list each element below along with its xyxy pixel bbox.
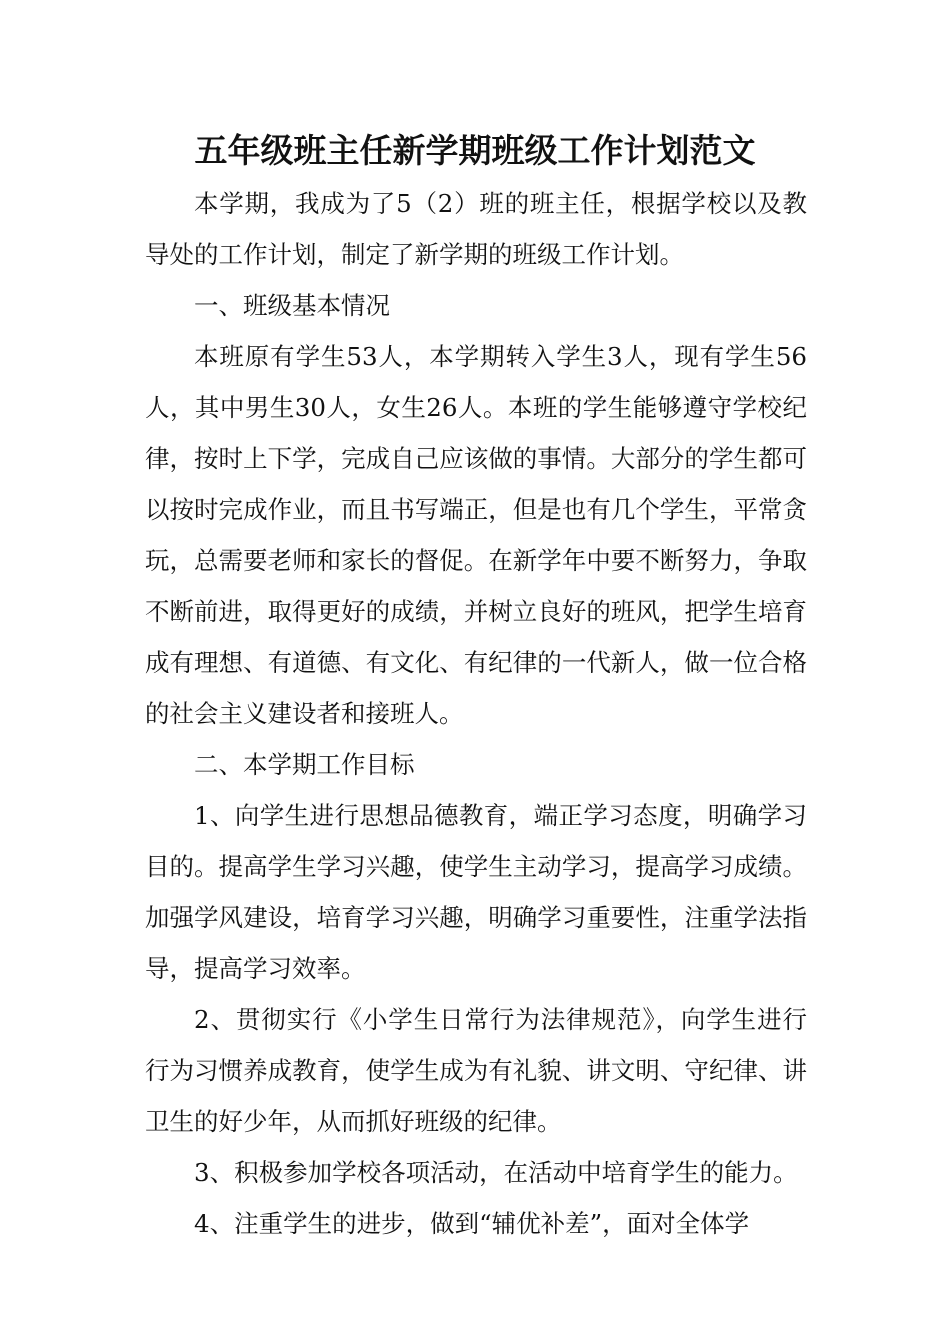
paragraph-goal-4: 4、注重学生的进步，做到“辅优补差”，面对全体学 [194,1209,750,1238]
section-heading-goals: 二、本学期工作目标 [194,750,415,779]
paragraph-goal-3: 3、积极参加学校各项活动，在活动中培育学生的能力。 [194,1158,798,1187]
document-body [145,178,807,1249]
document-title: 五年级班主任新学期班级工作计划范文 [194,131,756,170]
paragraph-intro: 本学期，我成为了5（2）班的班主任，根据学校以及教导处的工作计划，制定了新学期的班级工作计划。 [145,189,807,269]
paragraph-goal-1: 1、向学生进行思想品德教育，端正学习态度，明确学习目的。提高学生学习兴趣，使学生主动学习，提高学习成绩。加强学风建设，培育学习兴趣，明确学习重要性，注重学法指导，提高学习效率。 [145,801,807,983]
section-heading-class-situation: 一、班级基本情况 [194,291,390,320]
paragraph-goal-2: 2、贯彻实行《小学生日常行为法律规范》，向学生进行行为习惯养成教育，使学生成为有礼貌、讲文明、守纪律、讲卫生的好少年，从而抓好班级的纪律。 [145,1005,807,1136]
paragraph-class-situation: 本班原有学生53人，本学期转入学生3人，现有学生56人，其中男生30人，女生26人。本班的学生能够遵守学校纪律，按时上下学，完成自己应该做的事情。大部分的学生都可以按时完成作业，而且书写端正，但是也有几个学生，平常贪玩，总需要老师和家长的督促。在新学年中要不断努力，争取不断前进，取得更好的成绩，并树立良好的班风，把学生培育成有理想、有道德、有文化、有纪律的一代新人，做一位合格的社会主义建设者和接班人。 [145,342,807,728]
